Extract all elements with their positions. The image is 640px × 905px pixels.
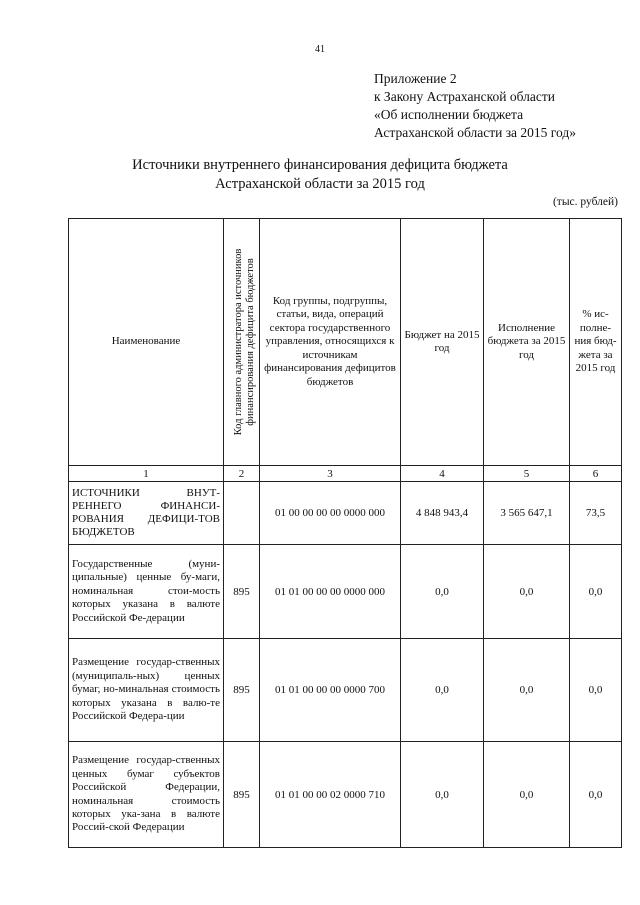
row-percent: 0,0 [570, 742, 622, 848]
title-line-2: Астраханской области за 2015 год [215, 176, 425, 192]
column-number: 6 [570, 466, 622, 482]
document-title [0, 156, 640, 194]
row-percent: 0,0 [570, 545, 622, 639]
row-budget: 0,0 [401, 742, 484, 848]
column-number-row [69, 466, 622, 482]
row-name: ИСТОЧНИКИ ВНУТ-РЕННЕГО ФИНАНСИ-РОВАНИЯ ДЕФИЦИ-ТОВ БЮДЖЕТОВ [69, 482, 224, 545]
column-number: 4 [401, 466, 484, 482]
table-row [69, 639, 622, 742]
title-line-1: Источники внутреннего финансирования дефицита бюджета [132, 157, 508, 173]
column-number: 2 [224, 466, 260, 482]
row-budget: 4 848 943,4 [401, 482, 484, 545]
row-execution: 3 565 647,1 [484, 482, 570, 545]
row-name: Государственные (муни-ципальные) ценные бу-маги, номинальная стои-мость которых указана в валюте Российской Фе-дерации [69, 545, 224, 639]
financing-sources-table [68, 218, 622, 848]
row-name: Размещение государ-ственных ценных бумаг субъектов Российской Федерации, номинальная стоимость которых ука-зана в валюте Россий-ской Федерации [69, 742, 224, 848]
header-admin-code [224, 219, 260, 466]
table-row [69, 482, 622, 545]
page-number: 41 [315, 44, 325, 55]
row-group-code: 01 01 00 00 00 0000 000 [260, 545, 401, 639]
appendix-line-3: «Об исполнении бюджета [374, 107, 524, 122]
appendix-line-1: Приложение 2 [374, 71, 457, 86]
appendix-block [374, 70, 576, 142]
header-budget: Бюджет на 2015 год [401, 219, 484, 466]
table-row [69, 742, 622, 848]
row-admin-code [224, 482, 260, 545]
row-execution: 0,0 [484, 742, 570, 848]
units-label: (тыс. рублей) [552, 196, 618, 208]
header-group-code: Код группы, подгруппы, статьи, вида, операций сектора государственного управления, относящихся к источникам финансирования дефицитов бюджетов [260, 219, 401, 466]
row-admin-code: 895 [224, 639, 260, 742]
row-execution: 0,0 [484, 545, 570, 639]
table-row [69, 545, 622, 639]
row-percent: 73,5 [570, 482, 622, 545]
row-admin-code: 895 [224, 545, 260, 639]
row-budget: 0,0 [401, 545, 484, 639]
row-budget: 0,0 [401, 639, 484, 742]
row-group-code: 01 01 00 00 02 0000 710 [260, 742, 401, 848]
row-name: Размещение государ-ственных (муниципаль-ных) ценных бумаг, но-минальная стоимость которых указана в валю-те Российской Федера-ции [69, 639, 224, 742]
row-group-code: 01 01 00 00 00 0000 700 [260, 639, 401, 742]
row-execution: 0,0 [484, 639, 570, 742]
appendix-line-4: Астраханской области за 2015 год» [374, 125, 576, 140]
column-number: 5 [484, 466, 570, 482]
column-number: 1 [69, 466, 224, 482]
header-admin-code-text: Код главного администратора источников финансирования дефицита бюджетов [233, 248, 256, 436]
header-percent: % ис-полне-ния бюд-жета за 2015 год [570, 219, 622, 466]
row-percent: 0,0 [570, 639, 622, 742]
header-name: Наименование [69, 219, 224, 466]
column-number: 3 [260, 466, 401, 482]
appendix-line-2: к Закону Астраханской области [374, 89, 556, 104]
row-admin-code: 895 [224, 742, 260, 848]
table-header-row [69, 219, 622, 466]
row-group-code: 01 00 00 00 00 0000 000 [260, 482, 401, 545]
header-execution: Исполнение бюджета за 2015 год [484, 219, 570, 466]
